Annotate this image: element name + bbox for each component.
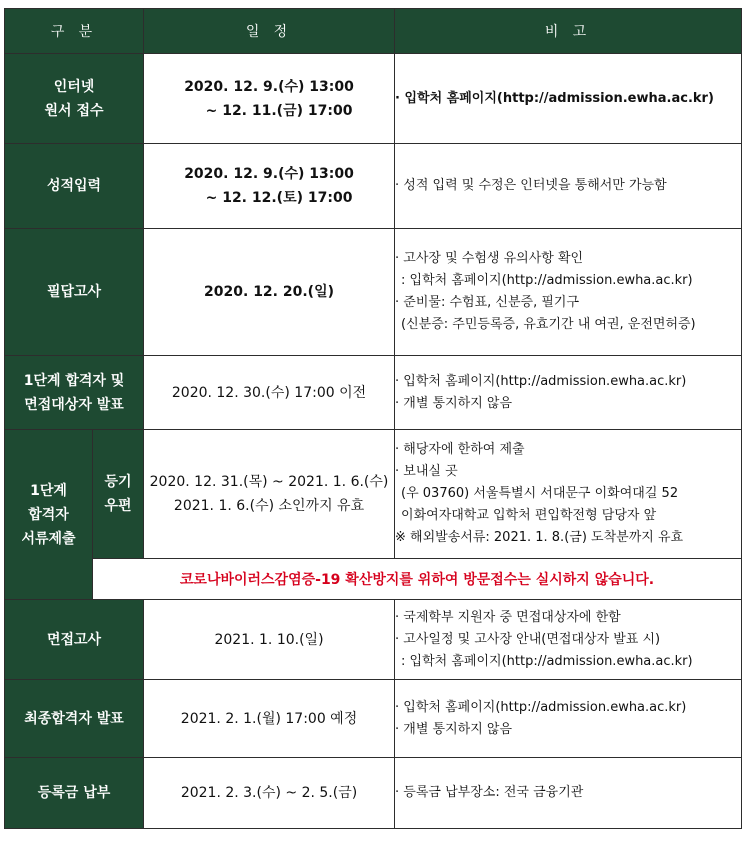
date-line: 2020. 12. 9.(수) 13:00	[184, 78, 354, 95]
row-document-submission	[5, 430, 742, 559]
date-interview: 2021. 1. 10.(일)	[144, 600, 395, 680]
note-line: · 보내실 곳	[395, 464, 458, 479]
category-tuition-payment: 등록금 납부	[5, 758, 144, 829]
note-line: · 고사일정 및 고사장 안내(면접대상자 발표 시)	[395, 631, 661, 647]
row-final-announcement	[5, 680, 742, 758]
date-written-exam: 2020. 12. 20.(일)	[144, 229, 395, 356]
row-grade-entry	[5, 144, 742, 229]
date-final-announcement: 2021. 2. 1.(월) 17:00 예정	[144, 680, 395, 758]
note-line: · 입학처 홈페이지(http://admission.ewha.ac.kr)	[395, 699, 687, 715]
date-line: ~ 12. 11.(금) 17:00	[205, 102, 353, 119]
note-line: : 입학처 홈페이지(http://admission.ewha.ac.kr)	[401, 273, 693, 288]
note-line: : 입학처 홈페이지(http://admission.ewha.ac.kr)	[401, 653, 693, 669]
category-internet-application	[5, 54, 144, 144]
method-line: 우편	[104, 498, 132, 514]
date-grade-entry	[144, 144, 395, 229]
category-document-submission	[5, 430, 93, 600]
category-line: 1단계	[30, 482, 67, 499]
date-document-submission	[144, 430, 395, 559]
covid-notice: 코로나바이러스감염증-19 확산방지를 위하여 방문접수는 실시하지 않습니다.	[93, 559, 742, 600]
note-line: · 개별 통지하지 않음	[395, 721, 513, 737]
category-line: 인터넷	[53, 78, 95, 95]
note-grade-entry	[395, 144, 742, 229]
date-tuition-payment: 2021. 2. 3.(수) ~ 2. 5.(금)	[144, 758, 395, 829]
note-interview	[395, 600, 742, 680]
note-tuition-payment	[395, 758, 742, 829]
schedule-table-wrapper	[4, 8, 741, 836]
note-line: · 등록금 납부장소: 전국 금융기관	[395, 785, 584, 800]
note-line: (신분증: 주민등록증, 유효기간 내 여권, 운전면허증)	[401, 317, 696, 332]
note-line: · 입학처 홈페이지(http://admission.ewha.ac.kr)	[395, 373, 687, 389]
note-line: · 준비물: 수험표, 신분증, 필기구	[395, 295, 580, 310]
note-line: 이화여자대학교 입학처 편입학전형 담당자 앞	[401, 508, 657, 523]
category-interview: 면접고사	[5, 600, 144, 680]
date-first-stage-announcement: 2020. 12. 30.(수) 17:00 이전	[144, 356, 395, 430]
header-category: 구 분	[5, 9, 144, 54]
header-schedule: 일 정	[144, 9, 395, 54]
date-line: 2020. 12. 31.(목) ~ 2021. 1. 6.(수)	[149, 474, 389, 490]
note-internet-application	[395, 54, 742, 144]
row-interview	[5, 600, 742, 680]
category-line: 서류제출	[21, 530, 76, 547]
row-written-exam	[5, 229, 742, 356]
category-written-exam: 필답고사	[5, 229, 144, 356]
note-line: · 성적 입력 및 수정은 인터넷을 통해서만 가능함	[395, 178, 667, 193]
header-row	[5, 9, 742, 54]
note-line: ※ 해외발송서류: 2021. 1. 8.(금) 도착분까지 유효	[395, 530, 684, 545]
note-line: · 입학처 홈페이지(http://admission.ewha.ac.kr)	[395, 90, 714, 106]
category-grade-entry: 성적입력	[5, 144, 144, 229]
date-line: 2021. 1. 6.(수) 소인까지 유효	[173, 498, 365, 514]
date-internet-application	[144, 54, 395, 144]
date-line: ~ 12. 12.(토) 17:00	[205, 190, 353, 206]
note-written-exam	[395, 229, 742, 356]
category-line: 1단계 합격자 및	[23, 372, 125, 389]
note-line: · 국제학부 지원자 중 면접대상자에 한함	[395, 609, 621, 625]
note-first-stage-announcement	[395, 356, 742, 430]
row-tuition-payment	[5, 758, 742, 829]
note-line: · 개별 통지하지 않음	[395, 395, 513, 411]
row-first-stage-announcement	[5, 356, 742, 430]
category-line: 원서 접수	[44, 102, 104, 119]
note-line: · 고사장 및 수험생 유의사항 확인	[395, 251, 584, 266]
note-document-submission	[395, 430, 742, 559]
header-notes: 비 고	[395, 9, 742, 54]
note-line: · 해당자에 한하여 제출	[395, 442, 525, 457]
schedule-table	[4, 8, 742, 829]
category-line: 합격자	[28, 506, 69, 523]
row-covid-notice	[5, 559, 742, 600]
category-final-announcement: 최종합격자 발표	[5, 680, 144, 758]
method-line: 등기	[104, 474, 132, 490]
category-line: 면접대상자 발표	[24, 396, 124, 413]
date-line: 2020. 12. 9.(수) 13:00	[184, 166, 354, 182]
note-line: (우 03760) 서울특별시 서대문구 이화여대길 52	[401, 486, 679, 501]
method-registered-mail	[93, 430, 144, 559]
row-internet-application	[5, 54, 742, 144]
note-final-announcement	[395, 680, 742, 758]
category-first-stage-announcement	[5, 356, 144, 430]
